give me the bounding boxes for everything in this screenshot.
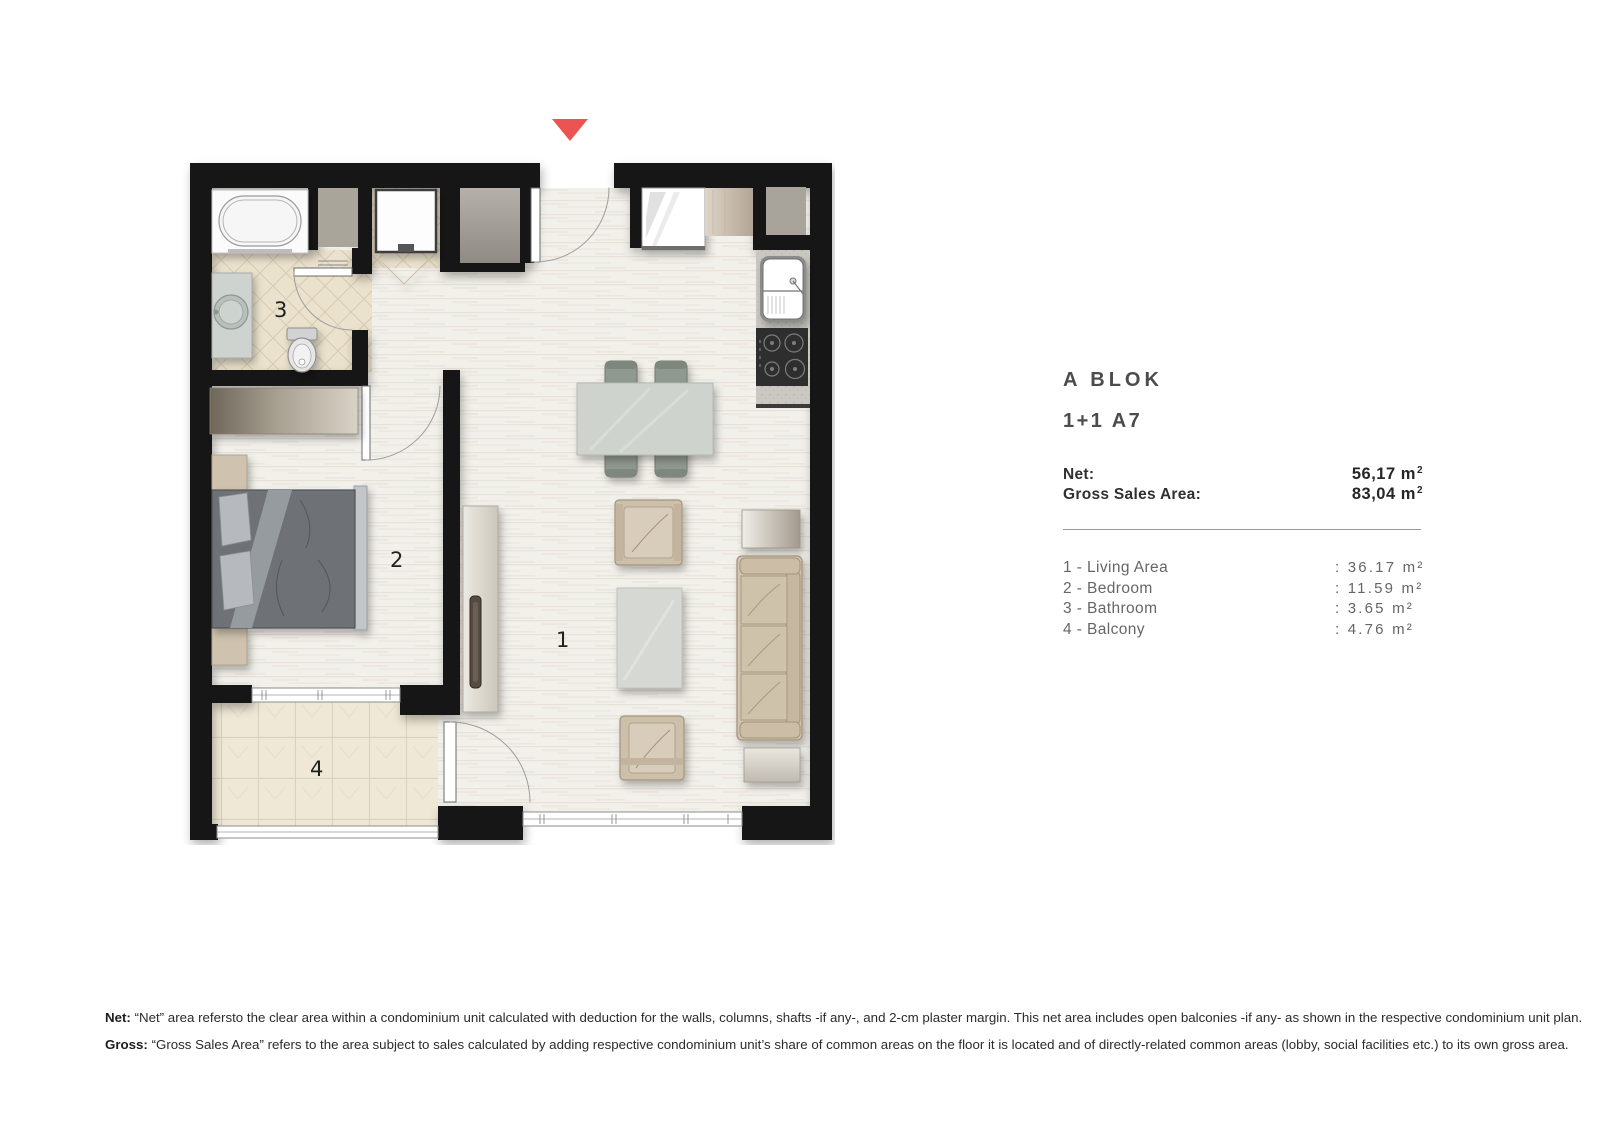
room-label-bathroom: 3 [274,298,288,322]
living-room-window [523,812,742,826]
bathtub [212,190,308,253]
gross-disclaimer: Gross: “Gross Sales Area” refers to the area subject to sales calculated by adding respective condominium unit’s share of common areas on the floor it is located and of directly-related common areas (lobby, social facilities etc.) to its own gross area. [105,1037,1569,1052]
net-area-row [1063,465,1423,485]
block-title: A BLOK [1063,369,1163,391]
sofa [737,556,802,740]
nightstand [212,455,247,490]
balcony-floor [212,702,438,828]
kitchen-mirror-cabinet [642,188,705,250]
tv-cabinet [463,506,498,712]
stove [756,328,808,386]
dining-table [577,383,713,455]
side-table-2 [744,748,800,782]
gross-value: 83,04 $m^2$ [1351,485,1423,503]
kitchen-counter-top [705,188,753,236]
gross-label: Gross Sales Area: [1063,486,1202,503]
bedroom-furniture [210,388,367,665]
bathroom-sink [212,273,252,358]
room-area: : 36.17 m² [1335,559,1425,576]
room-label-balcony: 4 [310,757,324,781]
unit-info-panel [1063,369,1423,641]
net-value: 56,17 $m^2$ [1351,465,1423,483]
room-label-bedroom: 2 [390,548,404,572]
room-list-row [1063,580,1423,601]
armchair-2 [620,716,684,780]
disclaimer [105,1004,1585,1058]
bedroom-balcony-window [252,688,400,702]
area-metrics [1063,465,1423,505]
room-name: 2 - Bedroom [1063,579,1153,597]
room-area: : 11.59 m² [1335,579,1424,597]
nightstand-2 [212,628,247,665]
armchair [615,500,682,565]
net-disclaimer: Net: “Net” area refersto the clear area within a condominium unit calculated with deduction for the walls, columns, shafts -if any-, and 2-cm plaster margin. This net area includes open balconies -if any- as shown in the respective condominium unit plan. [105,1010,1583,1025]
panel-divider [1063,529,1421,530]
wardrobe [210,388,358,434]
kitchen-sink [760,256,806,322]
room-list-row [1063,600,1423,621]
kitchen-shaft [766,187,806,235]
room-name: 3 - Bathroom [1063,600,1158,617]
room-name: 1 - Living Area [1063,559,1169,576]
room-area: : 3.65 m² [1335,600,1414,617]
room-list-row [1063,621,1423,642]
floor-plan [180,115,835,845]
room-list-row [1063,559,1423,580]
room-name: 4 - Balcony [1063,620,1145,638]
toilet [287,328,317,372]
gross-area-row [1063,485,1423,505]
bed [212,486,367,630]
hall-closet [460,188,520,263]
balcony-window [217,826,438,838]
net-label: Net: [1063,466,1095,483]
coffee-table [617,588,682,688]
room-label-living: 1 [556,628,570,652]
room-area-list [1063,559,1423,641]
unit-title: 1+1 A7 [1063,410,1143,432]
floor-plan-svg [180,115,835,845]
side-table [742,510,800,548]
room-area: : 4.76 m² [1335,620,1414,638]
bathroom-shaft [318,188,358,247]
entrance-marker-icon [552,119,588,141]
